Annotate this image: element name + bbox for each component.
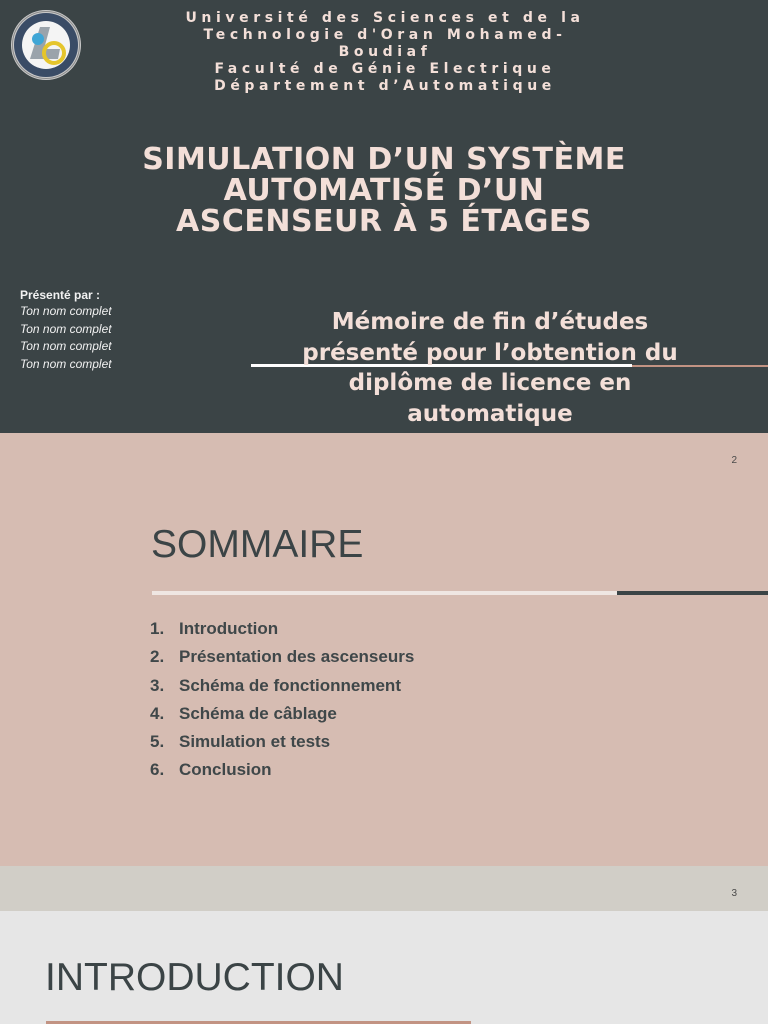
toc-item: [150, 731, 650, 759]
faculty-line: Faculté de Génie Electrique: [214, 61, 556, 77]
toc-item: [150, 646, 650, 674]
toc-label: Conclusion: [179, 760, 272, 780]
subtitle-line: automatique: [407, 400, 573, 427]
toc-label: Simulation et tests: [179, 732, 331, 752]
university-seal-logo: [10, 9, 82, 81]
divider-light: [152, 591, 617, 595]
thesis-subtitle: [270, 307, 710, 429]
title-line: SIMULATION D’UN SYSTÈME: [142, 142, 626, 177]
toc-item: [150, 759, 650, 787]
title-line: AUTOMATISÉ D’UN: [223, 173, 545, 208]
toc-number: 4.: [150, 703, 165, 723]
page-number: 3: [731, 888, 737, 899]
table-of-contents: [150, 618, 650, 788]
toc-number: 2.: [150, 647, 165, 667]
presenter-name: Ton nom complet: [20, 356, 112, 371]
title-line: ASCENSEUR À 5 ÉTAGES: [176, 204, 592, 239]
summary-slide: [0, 433, 768, 866]
presenter-name: Ton nom complet: [20, 304, 112, 318]
toc-label: Schéma de câblage: [179, 703, 337, 723]
subtitle-line: présenté pour l’obtention du: [302, 339, 678, 366]
toc-item: [150, 703, 650, 731]
university-line: Technologie d'Oran Mohamed-: [203, 27, 567, 43]
subtitle-line: Mémoire de fin d’études: [331, 309, 649, 335]
presentation-title: [110, 144, 658, 237]
toc-label: Introduction: [179, 619, 279, 638]
university-line: Boudiaf: [338, 44, 432, 60]
slide-header-bar: [0, 866, 768, 911]
toc-number: 6.: [150, 760, 165, 780]
toc-number: 3.: [150, 675, 165, 695]
toc-item: [150, 618, 650, 646]
introduction-slide: [0, 911, 768, 1024]
subtitle-line: diplôme de licence en: [348, 370, 632, 396]
presented-by-label: Présenté par :: [20, 288, 101, 302]
divider-dark: [617, 591, 768, 595]
toc-number: 1.: [150, 619, 165, 638]
toc-item: [150, 675, 650, 703]
university-header: [160, 10, 610, 95]
page-number: 2: [731, 455, 737, 466]
toc-label: Schéma de fonctionnement: [179, 675, 401, 695]
presenters-block: [20, 287, 240, 373]
presenter-name: Ton nom complet: [20, 321, 112, 336]
summary-title: SOMMAIRE: [151, 523, 364, 566]
department-line: Département d’Automatique: [214, 78, 556, 94]
university-line: Université des Sciences et de la: [185, 10, 585, 26]
presenter-name: Ton nom complet: [20, 339, 112, 353]
toc-label: Présentation des ascenseurs: [179, 647, 415, 667]
introduction-title: INTRODUCTION: [45, 956, 344, 999]
title-slide: [0, 0, 768, 433]
toc-number: 5.: [150, 732, 165, 752]
